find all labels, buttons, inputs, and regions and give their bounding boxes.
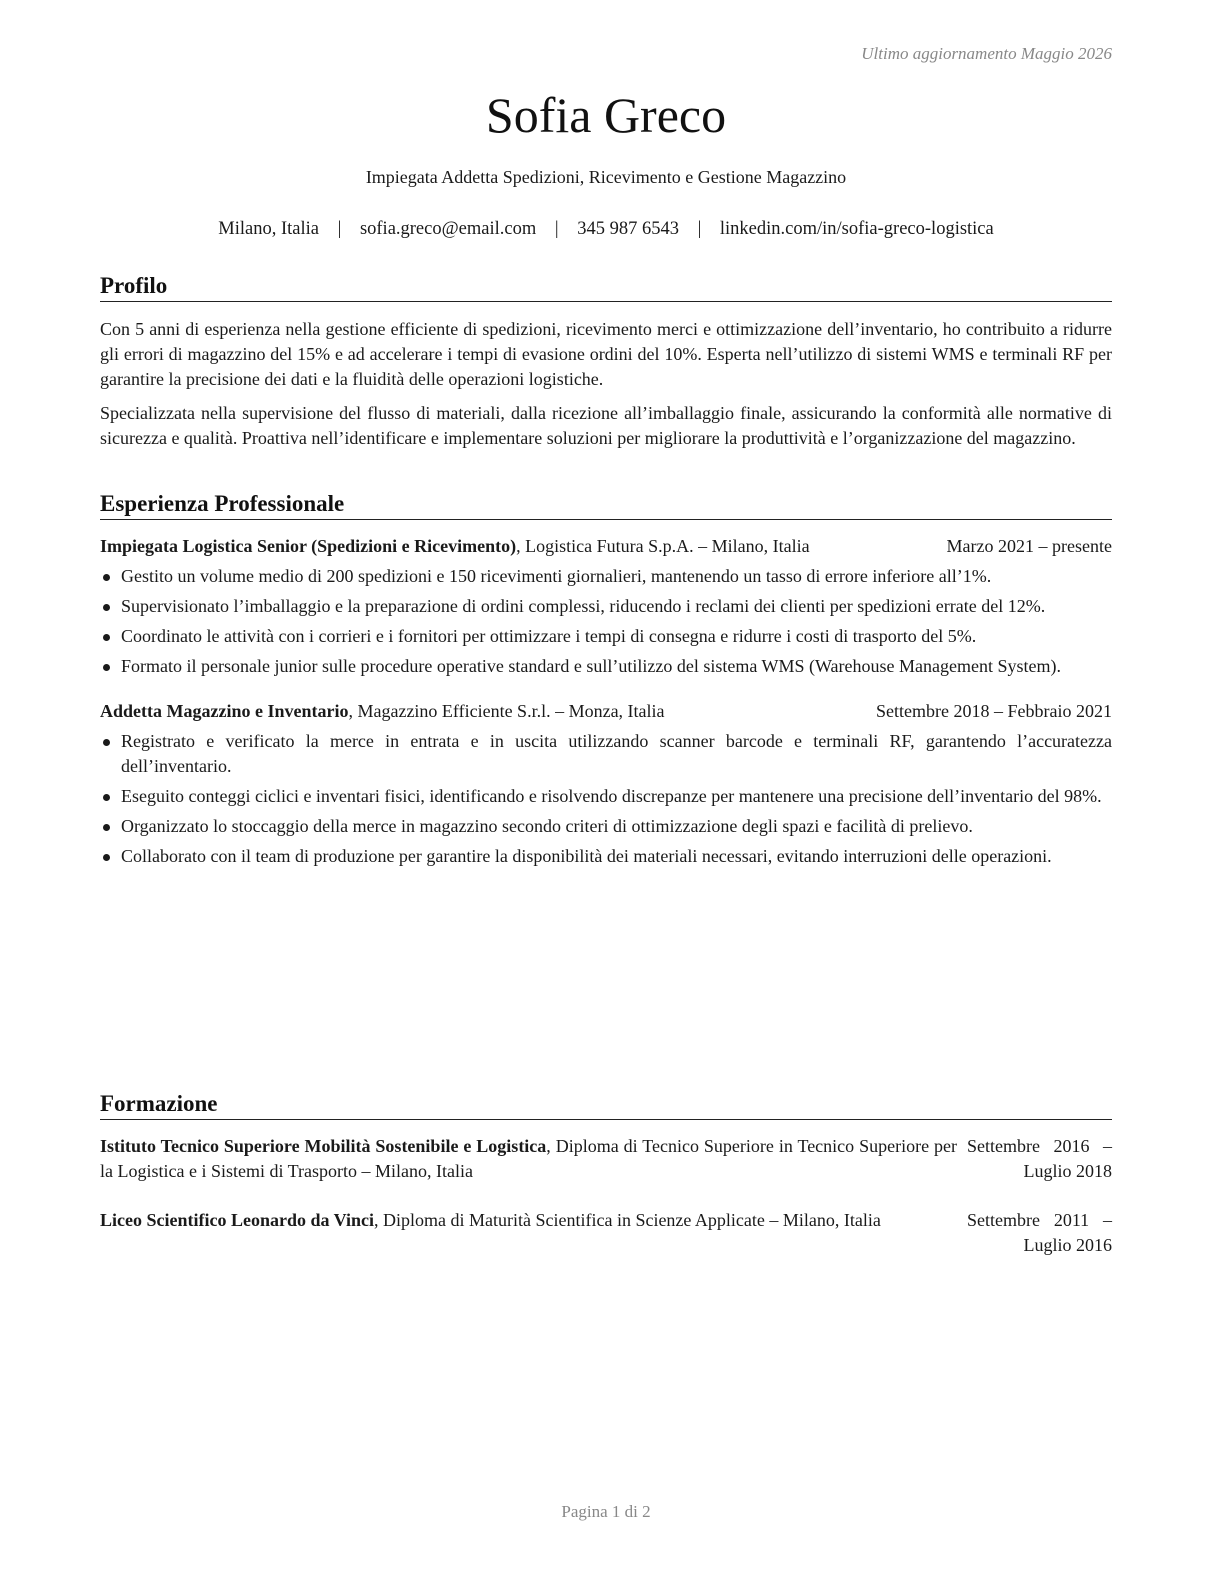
contact-line xyxy=(100,219,1112,240)
section-title: Esperienza Professionale xyxy=(100,490,1112,520)
job-header xyxy=(100,699,1112,724)
job-dates: Settembre 2018 – Febbraio 2021 xyxy=(876,701,1112,721)
list-item: Collaborato con il team di produzione per garantire la disponibilità dei materiali necessari, evitando interruzioni delle operazioni. xyxy=(100,844,1112,869)
education-line xyxy=(100,1208,957,1233)
page-number: Pagina 1 di 2 xyxy=(561,1502,651,1521)
list-item: Gestito un volume medio di 200 spedizioni e 150 ricevimenti giornalieri, mantenendo un tasso di errore inferiore all’1%. xyxy=(100,564,1112,589)
last-updated: Ultimo aggiornamento Maggio 2026 xyxy=(861,44,1112,63)
profile-paragraph: Specializzata nella supervisione del flusso di materiali, dalla ricezione all’imballaggio finale, assicurando la conformità alle normative di sicurezza e qualità. Proattiva nell’identificare e implementare soluzioni per migliorare la produttività e l’organizzazione del magazzino. xyxy=(100,403,1112,448)
profile-section xyxy=(100,272,1112,451)
list-item: Eseguito conteggi ciclici e inventari fisici, identificando e risolvendo discrepanze per mantenere una precisione dell’inventario del 98%. xyxy=(100,784,1112,809)
contact-phone: 345 987 6543 xyxy=(577,219,679,239)
list-item: Organizzato lo stoccaggio della merce in magazzino secondo criteri di ottimizzazione degli spazi e facilità di prelievo. xyxy=(100,814,1112,839)
degree-detail: , Diploma di Maturità Scientifica in Scienze Applicate – Milano, Italia xyxy=(374,1210,881,1230)
job-bullet-list xyxy=(100,564,1112,679)
degree-detail: , Diploma di Tecnico Superiore in Tecnico Superiore per la Logistica e i Sistemi di Trasporto – Milano, Italia xyxy=(100,1136,957,1181)
experience-section xyxy=(100,490,1112,869)
education-entry xyxy=(100,1134,1112,1184)
list-item: Formato il personale junior sulle procedure operative standard e sull’utilizzo del sistema WMS (Warehouse Management System). xyxy=(100,654,1112,679)
school-name: Istituto Tecnico Superiore Mobilità Sostenibile e Logistica xyxy=(100,1136,547,1156)
contact-location: Milano, Italia xyxy=(218,219,319,239)
job-dates: Marzo 2021 – presente xyxy=(946,536,1112,556)
education-dates: Settembre 2016 – Luglio 2018 xyxy=(967,1136,1112,1181)
education-section xyxy=(100,1090,1112,1258)
contact-separator: | xyxy=(697,219,702,239)
job-title-line xyxy=(100,534,917,559)
contact-linkedin[interactable]: linkedin.com/in/sofia-greco-logistica xyxy=(719,219,994,239)
candidate-name: Sofia Greco xyxy=(485,87,727,143)
list-item: Coordinato le attività con i corrieri e i fornitori per ottimizzare i tempi di consegna e ridurre i costi di trasporto del 5%. xyxy=(100,624,1112,649)
contact-separator: | xyxy=(554,219,559,239)
job-header xyxy=(100,534,1112,559)
profile-paragraph: Con 5 anni di esperienza nella gestione efficiente di spedizioni, ricevimento merci e ottimizzazione dell’inventario, ho contribuito a ridurre gli errori di magazzino del 15% e ad accelerare i tempi di evasione ordini del 10%. Esperta nell’utilizzo di sistemi WMS e terminali RF per garantire la precisione dei dati e la fluidità delle operazioni logistiche. xyxy=(100,319,1112,389)
job-bullet-list xyxy=(100,729,1112,869)
contact-email[interactable]: sofia.greco@email.com xyxy=(359,219,537,239)
job-role: Addetta Magazzino e Inventario xyxy=(100,701,349,721)
job-company: , Magazzino Efficiente S.r.l. – Monza, Italia xyxy=(348,701,665,721)
job-title-line xyxy=(100,699,842,724)
resume-page xyxy=(100,0,1112,1584)
section-title: Formazione xyxy=(100,1090,1112,1120)
list-item: Supervisionato l’imballaggio e la preparazione di ordini complessi, riducendo i reclami dei clienti per spedizioni errate del 12%. xyxy=(100,594,1112,619)
education-line xyxy=(100,1134,957,1184)
section-title: Profilo xyxy=(100,272,1112,302)
job-role: Impiegata Logistica Senior (Spedizioni e Ricevimento) xyxy=(100,536,517,556)
education-dates: Settembre 2011 – Luglio 2016 xyxy=(967,1210,1112,1255)
list-item: Registrato e verificato la merce in entrata e in uscita utilizzando scanner barcode e terminali RF, garantendo l’accuratezza dell’inventario. xyxy=(100,729,1112,779)
education-entry xyxy=(100,1208,1112,1258)
contact-separator: | xyxy=(337,219,342,239)
school-name: Liceo Scientifico Leonardo da Vinci xyxy=(100,1210,374,1230)
job-company: , Logistica Futura S.p.A. – Milano, Italia xyxy=(516,536,810,556)
candidate-title: Impiegata Addetta Spedizioni, Ricevimento e Gestione Magazzino xyxy=(365,167,847,187)
